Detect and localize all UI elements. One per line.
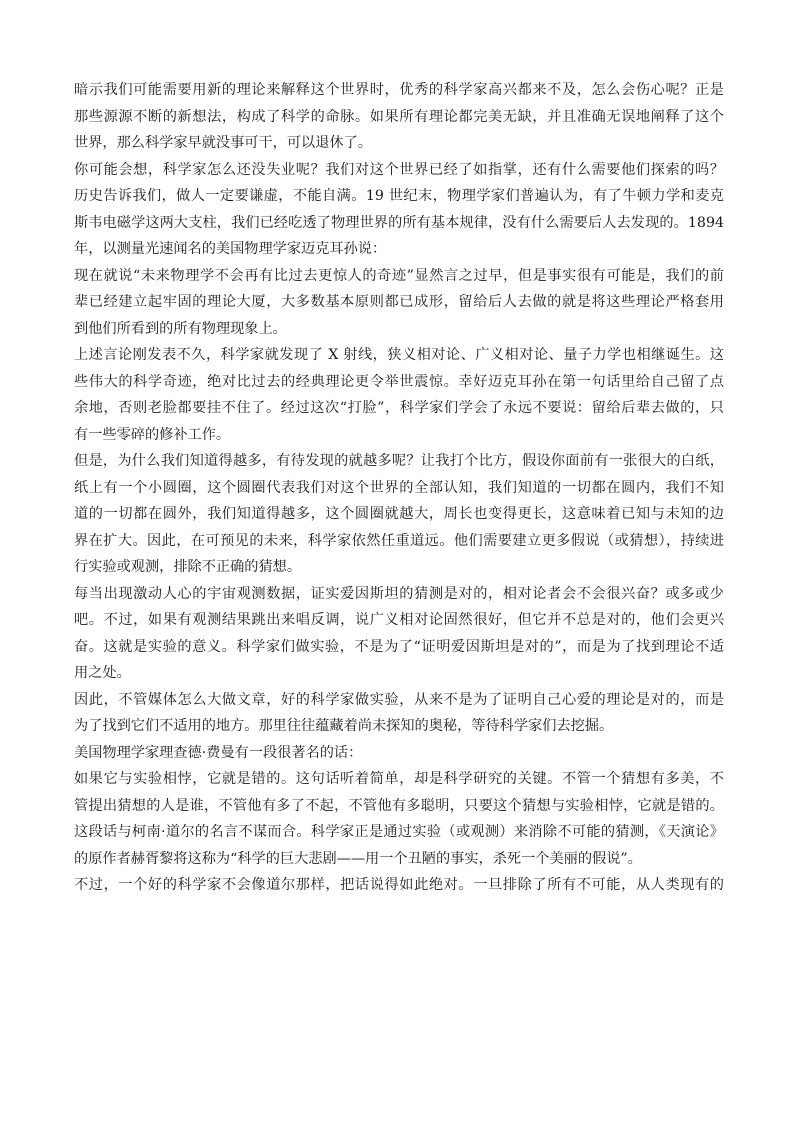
- text-line: 这段话与柯南·道尔的名言不谋而合。科学家正是通过实验（或观测）来消除不可能的猜测，《天演论》: [74, 824, 724, 840]
- text-line: 余地，否则老脸都要挂不住了。经过这次“打脸”，科学家们学会了永远不要说：留给后辈去做的，只: [74, 400, 724, 416]
- text-line: 吧。不过，如果有观测结果跳出来唱反调，说广义相对论固然很好，但它并不总是对的，他们会更兴: [74, 612, 724, 628]
- text-line: 上述言论刚发表不久，科学家就发现了 X 射线，狭义相对论、广义相对论、量子力学也相继诞生。这: [74, 347, 724, 363]
- text-line: 道的一切都在圆外，我们知道得越多，这个圆圈就越大，周长也变得更长，这意味着已知与未知的边: [74, 506, 724, 522]
- text-line: 用之处。: [74, 665, 131, 681]
- text-line: 为了找到它们不适用的地方。那里往往蕴藏着尚未探知的奥秘，等待科学家们去挖掘。: [74, 718, 614, 734]
- text-line: 美国物理学家理查德·费曼有一段很著名的话：: [74, 744, 363, 761]
- text-line: 有一些零碎的修补工作。: [74, 426, 231, 443]
- text-line: 些伟大的科学奇迹，绝对比过去的经典理论更令举世震惊。幸好迈克耳孙在第一句话里给自己留了点: [74, 373, 724, 390]
- text-line: 的原作者赫胥黎将这称为“科学的巨大悲剧——用一个丑陋的事实，杀死一个美丽的假说”。: [74, 850, 642, 867]
- text-line: 不过，一个好的科学家不会像道尔那样，把话说得如此绝对。一旦排除了所有不可能，从人类现有的: [74, 877, 724, 893]
- text-line: 那些源源不断的新想法，构成了科学的命脉。如果所有理论都完美无缺，并且准确无误地阐释了这个: [74, 108, 724, 125]
- document-body: [74, 77, 724, 899]
- text-line: 辈已经建立起牢固的理论大厦，大多数基本原则都已成形，留给后人去做的就是将这些理论严格套用: [74, 294, 724, 310]
- text-line: 暗示我们可能需要用新的理论来解释这个世界时，优秀的科学家高兴都来不及，怎么会伤心呢？正是: [74, 82, 724, 98]
- text-line: 纸上有一个小圆圈，这个圆圈代表我们对这个世界的全部认知，我们知道的一切都在圆内，我们不知: [74, 479, 724, 496]
- text-line: 年，以测量光速闻名的美国物理学家迈克耳孙说：: [74, 241, 387, 257]
- text-line: 行实验或观测，排除不正确的猜想。: [74, 559, 302, 575]
- text-line: 历史告诉我们，做人一定要谦虚，不能自满。19 世纪末，物理学家们普遍认为，有了牛顿力学和麦克: [74, 188, 724, 204]
- text-line: 奋。这就是实验的意义。科学家们做实验，不是为了“证明爱因斯坦是对的”，而是为了找到理论不适: [74, 638, 724, 655]
- text-line: 现在就说“未来物理学不会再有比过去更惊人的奇迹”显然言之过早，但是事实很有可能是，我们的前: [74, 267, 724, 284]
- text-line: 因此，不管媒体怎么大做文章，好的科学家做实验，从来不是为了证明自己心爱的理论是对的，而是: [74, 691, 724, 708]
- text-line: 世界，那么科学家早就没事可干，可以退休了。: [74, 135, 372, 151]
- text-line: 到他们所看到的所有物理现象上。: [74, 320, 287, 337]
- text-line: 但是，为什么我们知道得越多，有待发现的就越多呢？让我打个比方，假设你面前有一张很大的白纸，: [74, 453, 724, 469]
- text-line: 管提出猜想的人是谁，不管他有多了不起，不管他有多聪明，只要这个猜想与实验相悖，它就是错的。: [74, 797, 724, 814]
- text-line: 如果它与实验相悖，它就是错的。这句话听着简单，却是科学研究的关键。不管一个猜想有多美，不: [74, 771, 724, 787]
- text-line: 每当出现激动人心的宇宙观测数据，证实爱因斯坦的猜测是对的，相对论者会不会很兴奋？或多或少: [74, 585, 724, 602]
- text-line: 斯韦电磁学这两大支柱，我们已经吃透了物理世界的所有基本规律，没有什么需要后人去发现的。1894: [74, 214, 724, 231]
- text-line: 界在扩大。因此，在可预见的未来，科学家依然任重道远。他们需要建立更多假说（或猜想），持续进: [74, 532, 724, 549]
- text-line: 你可能会想，科学家怎么还没失业呢？我们对这个世界已经了如指掌，还有什么需要他们探索的吗？: [74, 161, 724, 178]
